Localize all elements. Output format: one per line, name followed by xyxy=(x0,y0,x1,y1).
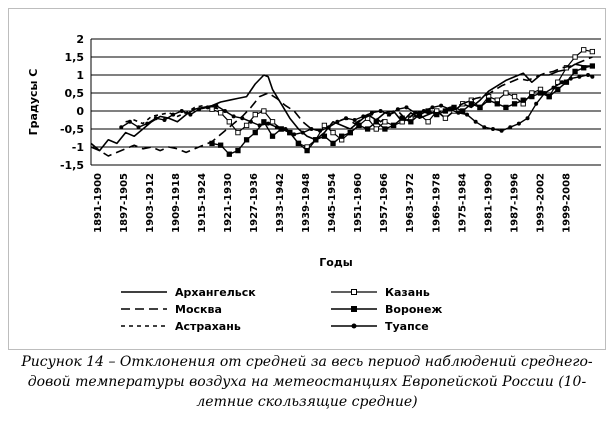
x-tick-label: 1897-1905 xyxy=(119,173,131,233)
y-axis-title: Градусы С xyxy=(27,68,40,136)
data-point xyxy=(590,49,594,53)
data-point xyxy=(521,98,525,102)
data-point xyxy=(327,125,331,129)
data-point xyxy=(283,127,287,131)
data-point xyxy=(409,120,413,124)
data-point xyxy=(460,109,464,113)
data-point xyxy=(292,132,296,136)
y-tick-label: -1,5 xyxy=(59,159,84,172)
data-point xyxy=(512,102,516,106)
legend-label: Туапсе xyxy=(385,320,429,333)
data-point xyxy=(556,87,560,91)
data-point xyxy=(348,130,352,134)
x-tick-label: 1927-1936 xyxy=(249,173,261,233)
data-point xyxy=(504,105,508,109)
data-point xyxy=(486,98,490,102)
data-point xyxy=(469,102,473,106)
data-point xyxy=(232,114,236,118)
data-point xyxy=(227,152,231,156)
data-point xyxy=(478,105,482,109)
data-point xyxy=(249,120,253,124)
data-point xyxy=(218,111,222,115)
y-tick-label: 1,5 xyxy=(64,51,84,64)
legend-label: Казань xyxy=(385,286,430,299)
data-point xyxy=(543,91,547,95)
data-point xyxy=(426,120,430,124)
data-point xyxy=(491,127,495,131)
data-point xyxy=(162,118,166,122)
data-point xyxy=(210,141,214,145)
data-point xyxy=(309,127,313,131)
x-axis-title: Годы xyxy=(319,256,353,269)
data-point xyxy=(262,109,266,113)
data-point xyxy=(586,73,590,77)
data-point xyxy=(582,66,586,70)
data-point xyxy=(526,116,530,120)
data-point xyxy=(448,107,452,111)
data-point xyxy=(322,134,326,138)
data-point xyxy=(357,123,361,127)
data-point xyxy=(331,141,335,145)
data-point xyxy=(443,109,447,113)
data-point xyxy=(318,129,322,133)
data-point xyxy=(145,122,149,126)
data-point xyxy=(361,114,365,118)
data-point xyxy=(443,116,447,120)
data-point xyxy=(504,91,508,95)
legend-label: Архангельск xyxy=(175,286,256,299)
data-point xyxy=(396,107,400,111)
data-point xyxy=(508,125,512,129)
data-point xyxy=(573,55,577,59)
data-point xyxy=(495,102,499,106)
y-tick-label: 0 xyxy=(76,105,84,118)
data-point xyxy=(344,116,348,120)
x-tick-label: 1963-1972 xyxy=(405,173,417,233)
data-point xyxy=(210,107,214,111)
x-tick-label: 1921-1930 xyxy=(223,173,235,233)
x-tick-label: 1951-1960 xyxy=(353,173,365,233)
data-point xyxy=(253,112,257,116)
data-point xyxy=(275,125,279,129)
legend-marker xyxy=(352,307,357,312)
data-point xyxy=(270,134,274,138)
data-point xyxy=(551,86,555,90)
data-point xyxy=(417,112,421,116)
x-tick-label: 1987-1996 xyxy=(509,173,521,233)
data-point xyxy=(335,120,339,124)
data-point xyxy=(530,94,534,98)
data-point xyxy=(253,130,257,134)
data-point xyxy=(538,91,542,95)
data-point xyxy=(577,75,581,79)
x-tick-label: 1903-1912 xyxy=(145,173,157,233)
data-point xyxy=(240,116,244,120)
data-point xyxy=(270,120,274,124)
data-point xyxy=(339,134,343,138)
data-point xyxy=(262,120,266,124)
x-tick-label: 1981-1990 xyxy=(483,173,495,233)
data-point xyxy=(301,131,305,135)
x-tick-label: 1993-2002 xyxy=(535,173,547,233)
x-tick-label: 1915-1924 xyxy=(197,173,209,233)
data-point xyxy=(452,105,456,109)
x-tick-label: 1999-2008 xyxy=(561,173,573,233)
data-point xyxy=(430,105,434,109)
x-tick-label: 1969-1978 xyxy=(431,173,443,233)
data-point xyxy=(258,123,262,127)
data-point xyxy=(435,112,439,116)
data-point xyxy=(188,113,192,117)
y-tick-label: 2 xyxy=(76,33,84,46)
data-point xyxy=(353,118,357,122)
y-tick-label: 1 xyxy=(76,69,84,82)
data-point xyxy=(474,120,478,124)
data-point xyxy=(439,104,443,108)
data-point xyxy=(331,130,335,134)
y-tick-label: 0,5 xyxy=(64,87,84,100)
data-point xyxy=(137,125,141,129)
figure-frame xyxy=(8,8,606,350)
data-point xyxy=(206,105,210,109)
data-point xyxy=(517,122,521,126)
data-point xyxy=(154,116,158,120)
data-point xyxy=(391,123,395,127)
series-line-2 xyxy=(212,50,592,147)
x-tick-label: 1975-1984 xyxy=(457,173,469,233)
data-point xyxy=(197,107,201,111)
data-point xyxy=(379,109,383,113)
data-point xyxy=(244,123,248,127)
data-point xyxy=(128,120,132,124)
data-point xyxy=(227,120,231,124)
temperature-anomaly-chart xyxy=(9,9,607,351)
data-point xyxy=(482,125,486,129)
data-point xyxy=(590,64,594,68)
x-tick-label: 1957-1966 xyxy=(379,173,391,233)
data-point xyxy=(236,148,240,152)
data-point xyxy=(582,48,586,52)
x-tick-label: 1909-1918 xyxy=(171,173,183,233)
data-point xyxy=(180,109,184,113)
legend-label: Воронеж xyxy=(385,303,443,316)
data-point xyxy=(405,105,409,109)
data-point xyxy=(422,109,426,113)
data-point xyxy=(500,129,504,133)
data-point xyxy=(370,111,374,115)
x-tick-label: 1939-1948 xyxy=(301,173,313,233)
data-point xyxy=(305,148,309,152)
data-point xyxy=(223,109,227,113)
data-point xyxy=(573,69,577,73)
data-point xyxy=(365,127,369,131)
x-tick-label: 1945-1954 xyxy=(327,173,339,233)
data-point xyxy=(296,141,300,145)
data-point xyxy=(590,75,594,79)
legend-label: Астрахань xyxy=(175,320,241,333)
data-point xyxy=(119,125,123,129)
data-point xyxy=(547,94,551,98)
data-point xyxy=(236,130,240,134)
x-tick-label: 1891-1900 xyxy=(93,173,104,233)
data-point xyxy=(171,113,175,117)
data-point xyxy=(218,143,222,147)
data-point xyxy=(387,113,391,117)
data-point xyxy=(400,116,404,120)
data-point xyxy=(214,104,218,108)
x-tick-label: 1933-1942 xyxy=(275,173,287,233)
legend-label: Москва xyxy=(175,303,222,316)
y-tick-label: -0,5 xyxy=(59,123,84,136)
data-point xyxy=(560,80,564,84)
data-point xyxy=(569,77,573,81)
data-point xyxy=(512,94,516,98)
data-point xyxy=(413,111,417,115)
y-tick-label: -1 xyxy=(71,141,84,154)
figure-caption: Рисунок 14 – Отклонения от средней за весь период наблюдений среднего-довой температуры воздуха на метеостанциях Европейской России (10-летние скользящие средние) xyxy=(21,354,593,410)
data-point xyxy=(465,113,469,117)
data-point xyxy=(244,138,248,142)
legend-marker xyxy=(352,324,357,329)
data-point xyxy=(322,123,326,127)
data-point xyxy=(374,120,378,124)
data-point xyxy=(534,102,538,106)
data-point xyxy=(383,127,387,131)
data-point xyxy=(374,127,378,131)
data-point xyxy=(266,122,270,126)
legend-marker xyxy=(352,290,357,295)
data-point xyxy=(456,111,460,115)
data-point xyxy=(314,138,318,142)
